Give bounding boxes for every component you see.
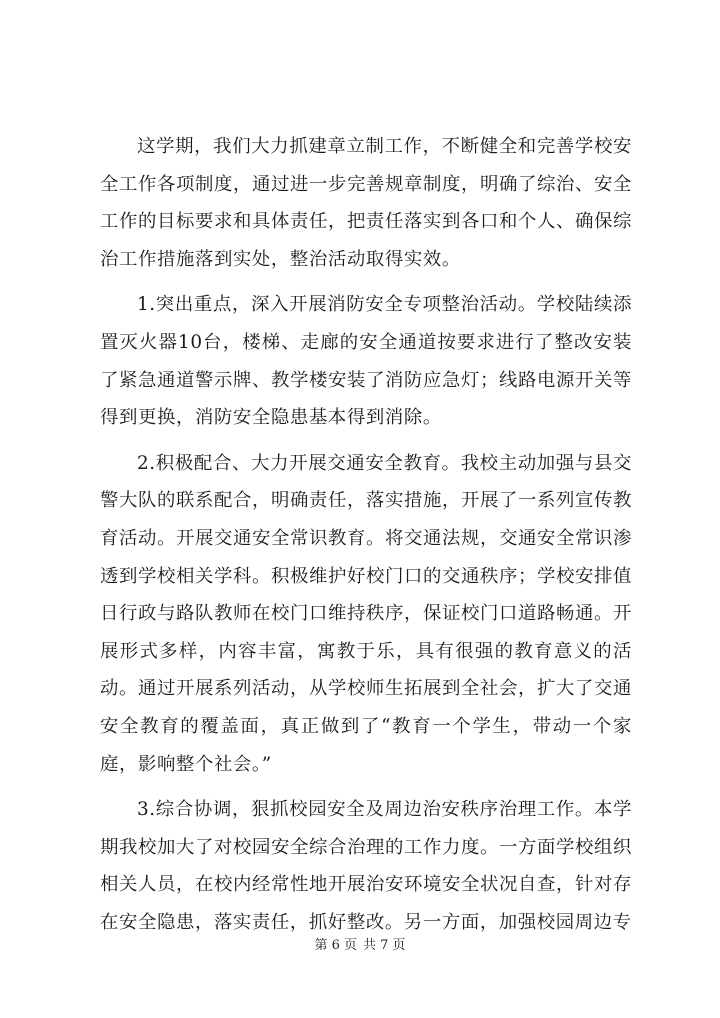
paragraph-intro: 这学期，我们大力抓建章立制工作，不断健全和完善学校安全工作各项制度，通过进一步完善规章制度，明确了综治、安全工作的目标要求和具体责任，把责任落实到各口和个人、确保综治工作措施落到实处，整治活动取得实效。 bbox=[100, 136, 632, 270]
paragraph-campus-security: 3.综合协调，狠抓校园安全及周边治安秩序治理工作。本学期我校加大了对校园安全综合治理的工作力度。一方面学校组织相关人员，在校内经常性地开展治安环境安全状况自查，针对存在安全隐患，落实责任，抓好整改。另一方面，加强校园周边专 bbox=[100, 799, 632, 933]
page-total: 共 7 页 bbox=[363, 938, 406, 953]
paragraph-traffic-safety: 2.积极配合、大力开展交通安全教育。我校主动加强与县交警大队的联系配合，明确责任，落实措施，开展了一系列宣传教育活动。开展交通安全常识教育。将交通法规，交通安全常识渗透到学校相关学科。积极维护好校门口的交通秩序；学校安排值日行政与路队教师在校门口维持秩序，保证校门口道路畅通。开展形式多样，内容丰富，寓教于乐，具有很强的教育意义的活动。通过开展系列活动，从学校师生拓展到全社会，扩大了交通安全教育的覆盖面，真正做到了“教育一个学生，带动一个家庭，影响整个社会。” bbox=[100, 452, 632, 775]
page-footer bbox=[0, 937, 720, 955]
page-number: 第 6 页 bbox=[314, 938, 357, 953]
paragraph-fire-safety: 1.突出重点，深入开展消防安全专项整治活动。学校陆续添置灭火器10台，楼梯、走廊的安全通道按要求进行了整改安装了紧急通道警示牌、教学楼安装了消防应急灯；线路电源开关等得到更换，消防安全隐患基本得到消除。 bbox=[100, 294, 632, 429]
document-body bbox=[100, 128, 632, 949]
